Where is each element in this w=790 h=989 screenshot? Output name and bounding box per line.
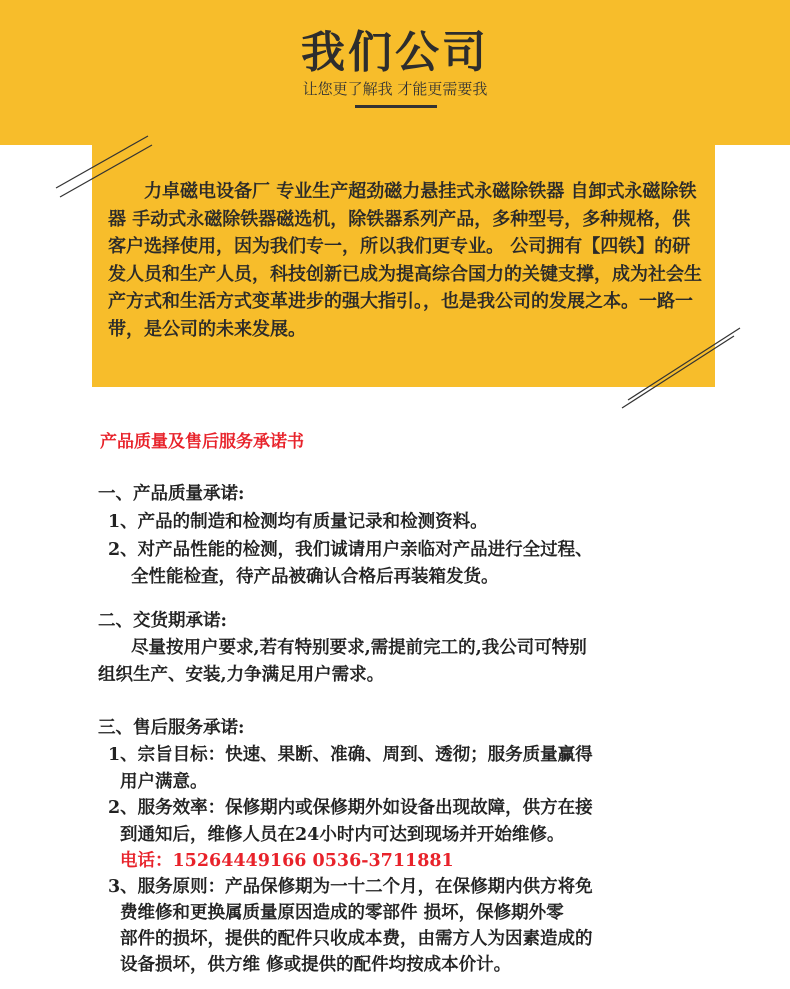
quality-item-2-line-1: 2、对产品性能的检测，我们诚请用户亲临对产品进行全过程、	[108, 540, 593, 560]
service-item-3-line-4: 设备损坏，供方维 修或提供的配件均按成本价计。	[120, 955, 512, 975]
quality-item-1: 1、产品的制造和检测均有质量记录和检测资料。	[108, 512, 488, 532]
service-item-1-line-2: 用户满意。	[120, 772, 208, 792]
service-phone: 电话：15264449166 0536-3711881	[120, 851, 454, 871]
deco-line-bottom-1	[622, 336, 734, 408]
delivery-line-1: 尽量按用户要求,若有特别要求,需提前完工的,我公司可特别	[131, 638, 587, 658]
company-intro-text: 力卓磁电设备厂 专业生产超劲磁力悬挂式永磁除铁器 自卸式永磁除铁器 手动式永磁除铁器磁选机，除铁器系列产品，多种型号，多种规格，供客户选择使用，因为我们专一，所以我们更专业。 公司拥有【四铁】的研发人员和生产人员，科技创新已成为提高综合国力的关键支撑，成为社会生产方式和生活方式变革进步的强大指引。，也是我公司的发展之本。一路一带，是公司的未来发展。	[108, 181, 702, 340]
service-item-2-line-2: 到通知后，维修人员在24小时内可达到现场并开始维修。	[120, 825, 565, 845]
quality-item-2-line-2: 全性能检查，待产品被确认合格后再装箱发货。	[131, 567, 499, 587]
commitment-heading: 产品质量及售后服务承诺书	[100, 432, 304, 452]
service-item-3-line-3: 部件的损坏，提供的配件只收成本费，由需方人为因素造成的	[120, 929, 593, 949]
delivery-line-2: 组织生产、安装,力争满足用户需求。	[98, 665, 385, 685]
service-section-title: 三、售后服务承诺:	[98, 718, 245, 738]
service-item-2-line-1: 2、服务效率：保修期内或保修期外如设备出现故障，供方在接	[108, 798, 593, 818]
service-item-3-line-1: 3、服务原则：产品保修期为一十二个月，在保修期内供方将免	[108, 877, 593, 897]
page-subtitle: 让您更了解我 才能更需要我	[302, 80, 488, 98]
delivery-section-title: 二、交货期承诺:	[98, 611, 227, 631]
service-item-1-line-1: 1、宗旨目标：快速、果断、准确、周到、透彻；服务质量赢得	[108, 745, 593, 765]
quality-section-title: 一、产品质量承诺:	[98, 484, 245, 504]
service-item-3-line-2: 费维修和更换属质量原因造成的零部件 损坏，保修期外零	[120, 903, 564, 923]
page-title: 我们公司	[301, 27, 489, 78]
